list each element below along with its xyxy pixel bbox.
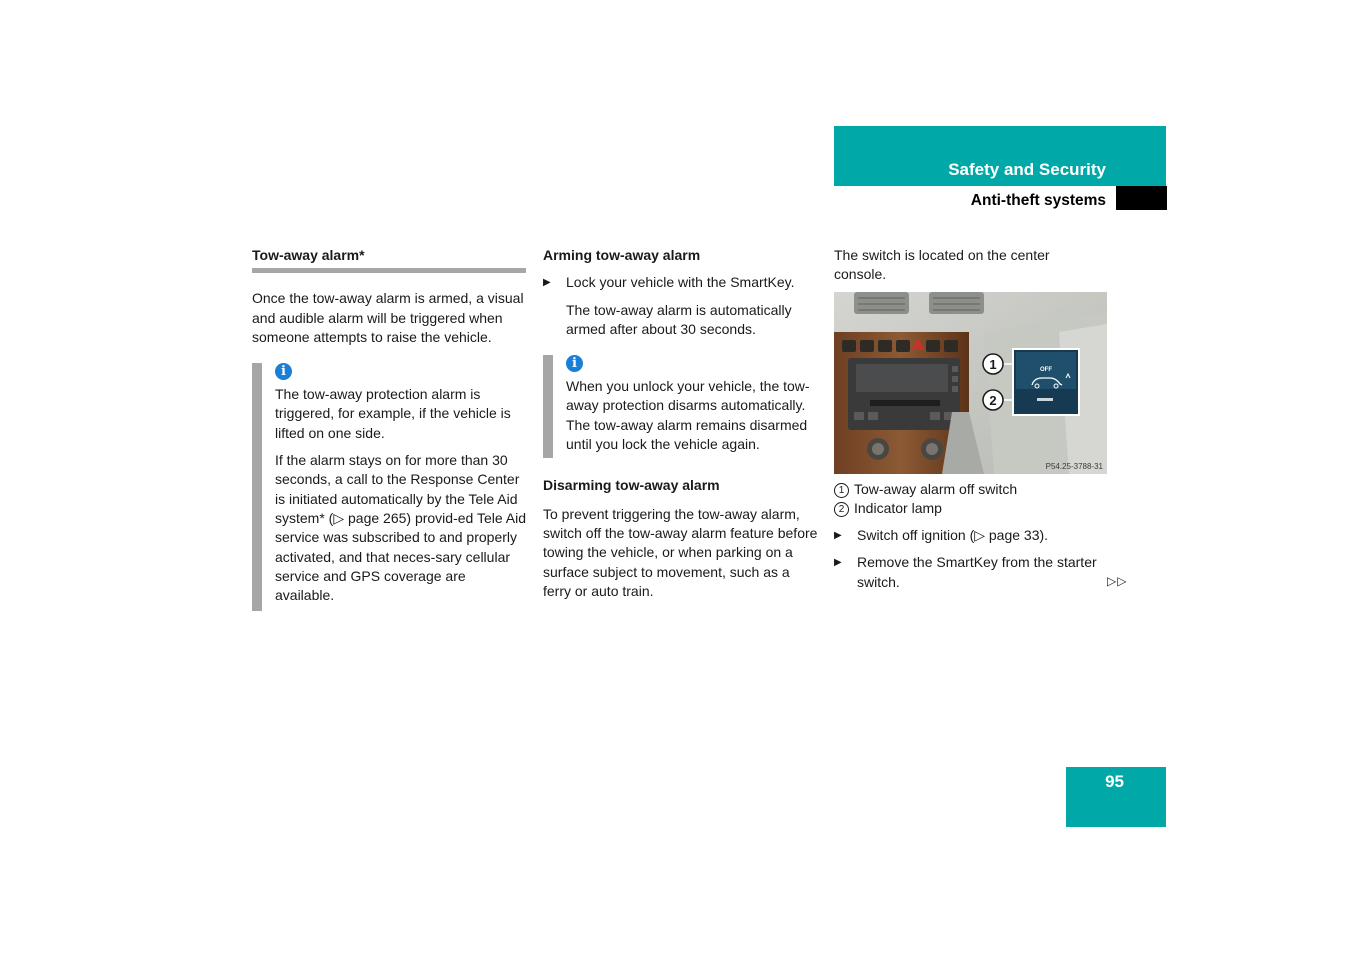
subsection-title: Anti-theft systems <box>970 192 1106 209</box>
callout-2: 2 <box>989 392 997 408</box>
legend-item <box>834 499 1129 518</box>
column-3 <box>834 246 1129 592</box>
column-1 <box>252 246 526 611</box>
photo-reference-code: P54.25-3788-31 <box>1045 461 1103 471</box>
center-console-photo <box>834 292 1107 474</box>
disarming-heading: Disarming tow-away alarm <box>543 477 720 494</box>
note-bar <box>543 355 553 458</box>
heading-rule <box>252 268 526 273</box>
arming-heading: Arming tow-away alarm <box>543 247 701 263</box>
step-switch-off-ignition <box>834 526 1129 545</box>
info-icon: i <box>275 363 292 380</box>
note-paragraph-2: If the alarm stays on for more than 30 seconds, a call to the Response Center is initiated automatically by the Tele Aid system* (▷ page 265) provid-ed Tele Aid service was subscribed to and properly activated, and that neces-sary cellular service and GPS coverage are available. <box>275 452 526 604</box>
triangle-right-icon: ▶ <box>543 277 551 289</box>
arming-step-text: Lock your vehicle with the SmartKey. <box>566 274 795 291</box>
legend-item <box>834 480 1129 499</box>
info-note-2 <box>543 355 818 458</box>
continued-marker: ▷▷ <box>1107 574 1128 588</box>
triangle-right-icon: ▶ <box>834 530 842 542</box>
legend-number: 2 <box>834 502 849 517</box>
note-text: When you unlock your vehicle, the tow-away protection disarms automatically. The tow-away alarm remains disarmed until you lock the vehicle again. <box>566 378 810 453</box>
tow-away-alarm-heading: Tow-away alarm* <box>252 247 365 263</box>
arming-step <box>543 273 818 339</box>
legend-text: Tow-away alarm off switch <box>854 480 1018 497</box>
location-text: The switch is located on the center console. <box>834 247 1050 283</box>
info-icon: i <box>566 355 583 372</box>
step-text: Remove the SmartKey from the starter switch. <box>857 554 1097 590</box>
disarming-paragraph: To prevent triggering the tow-away alarm, switch off the tow-away alarm feature before towing the vehicle, or when parking on a surface subject to movement, such as a ferry or auto train. <box>543 505 818 599</box>
column-2 <box>543 246 818 601</box>
callout-1: 1 <box>989 356 997 372</box>
console-illustration <box>834 292 1107 474</box>
step-text: Switch off ignition (▷ page 33). <box>857 527 1049 544</box>
arming-result-text: The tow-away alarm is automatically armed after about 30 seconds. <box>566 301 792 337</box>
note-paragraph-1: The tow-away protection alarm is triggered, for example, if the vehicle is lifted on one side. <box>275 386 511 441</box>
info-note-1 <box>252 363 526 611</box>
header-tab-marker <box>1116 186 1167 210</box>
switch-off-label: OFF <box>1040 366 1052 373</box>
intro-paragraph: Once the tow-away alarm is armed, a visual and audible alarm will be triggered when someone attempts to raise the vehicle. <box>252 290 524 345</box>
legend-text: Indicator lamp <box>854 499 942 516</box>
legend-number: 1 <box>834 483 849 498</box>
triangle-right-icon: ▶ <box>834 557 842 569</box>
step-remove-smartkey <box>834 553 1129 592</box>
note-bar <box>252 363 262 611</box>
page-number: 95 <box>1105 772 1124 791</box>
section-title: Safety and Security <box>948 160 1106 179</box>
